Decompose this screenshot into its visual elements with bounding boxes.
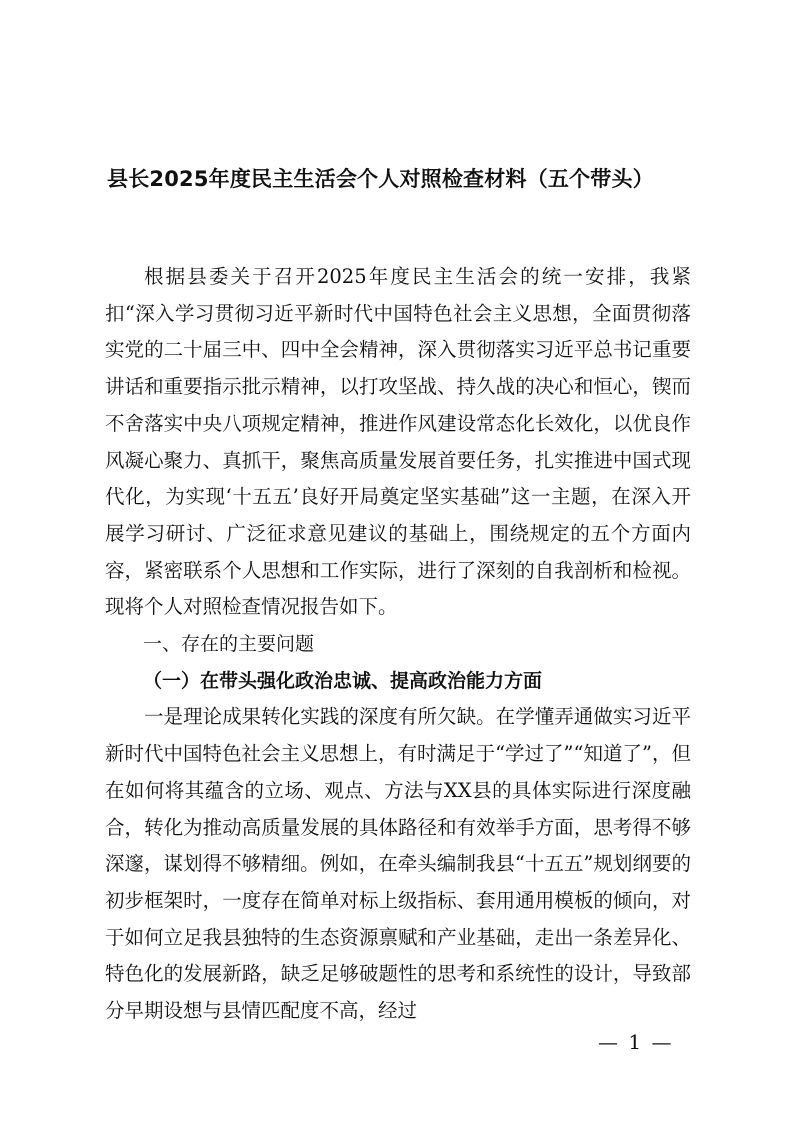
problem-paragraph-1: 一是理论成果转化实践的深度有所欠缺。在学懂弄通做实习近平新时代中国特色社会主义思想上，有时满足于“学过了”“知道了”，但在如何将其蕴含的立场、观点、方法与XX县的具体实际进行深度融合，转化为推动高质量发展的具体路径和有效举手方面，思考得不够深邃，谋划得不够精细。例如，在牵头编制我县“十五五”规划纲要的初步框架时，一度存在简单对标上级指标、套用通用模板的倾向，对于如何立足我县独特的生态资源禀赋和产业基础，走出一条差异化、特色化的发展新路，缺乏足够破题性的思考和系统性的设计，导致部分早期设想与县情匹配度不高，经过 bbox=[105, 705, 691, 1023]
intro-paragraph: 根据县委关于召开2025年度民主生活会的统一安排，我紧扣“深入学习贯彻习近平新时代中国特色社会主义思想，全面贯彻落实党的二十届三中、四中全会精神，深入贯彻落实习近平总书记重要讲话和重要指示批示精神，以打攻坚战、持久战的决心和恒心，锲而不舍落实中央八项规定精神，推进作风建设常态化长效化，以优良作风凝心聚力、真抓干，聚焦高质量发展首要任务，扎实推进中国式现代化，为实现‘十五五’良好开局奠定坚实基础”这一主题，在深入开展学习研讨、广泛征求意见建议的基础上，围绕规定的五个方面内容，紧密联系个人思想和工作实际，进行了深刻的自我剖析和检视。现将个人对照检查情况报告如下。 bbox=[105, 265, 691, 619]
section-heading-main-problems: 一、存在的主要问题 bbox=[143, 633, 315, 656]
document-body bbox=[105, 259, 691, 1030]
subsection-heading-political-loyalty: （一）在带头强化政治忠诚、提高政治能力方面 bbox=[143, 669, 543, 692]
document-title: 县长2025年度民主生活会个人对照检查材料（五个带头） bbox=[107, 167, 654, 191]
page-number: — 1 — bbox=[598, 1030, 674, 1054]
